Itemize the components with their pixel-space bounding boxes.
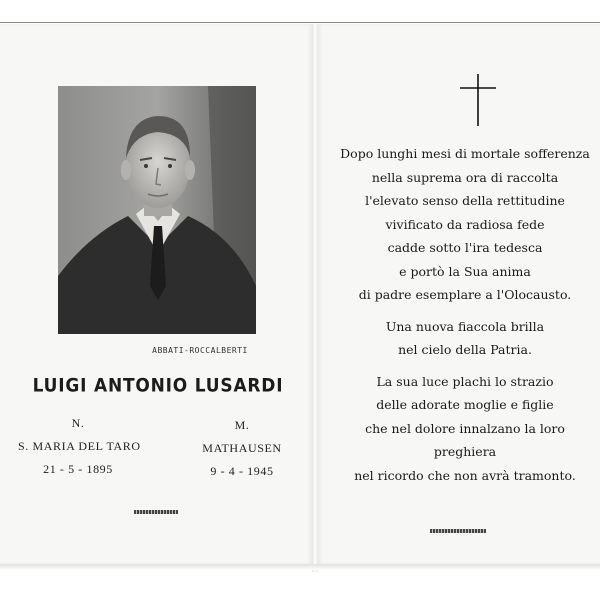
printer-mark-right bbox=[430, 529, 486, 533]
poem-line: Una nuova fiaccola brilla bbox=[385, 318, 545, 334]
poem-line: di padre esemplare a l'Olocausto. bbox=[358, 287, 572, 302]
card-bottom-shadow bbox=[0, 564, 600, 570]
portrait-photo bbox=[58, 86, 256, 334]
memorial-card bbox=[0, 24, 600, 572]
poem-line: vivificato da radiosa fede bbox=[385, 216, 545, 232]
birth-label: N. bbox=[71, 416, 85, 430]
poem-line: preghiera bbox=[433, 444, 497, 459]
death-date: 9 - 4 - 1945 bbox=[210, 464, 274, 478]
poem-line: La sua luce plachi lo strazio bbox=[376, 373, 554, 389]
poem-line: e portò la Sua anima bbox=[399, 263, 531, 279]
poem-line: nel ricordo che non avrà tramonto. bbox=[354, 467, 576, 483]
deceased-name: LUIGI ANTONIO LUSARDI bbox=[32, 375, 284, 397]
poem-line: cadde sotto l'ira tedesca bbox=[387, 240, 543, 255]
poem-line: l'elevato senso della rettitudine bbox=[365, 193, 565, 208]
death-label: M. bbox=[234, 418, 250, 432]
poem-line: delle adorate moglie e figlie bbox=[376, 397, 554, 412]
portrait-image bbox=[58, 86, 256, 334]
birth-info bbox=[18, 412, 141, 481]
printer-mark-left bbox=[134, 510, 178, 514]
cross-icon bbox=[458, 72, 498, 128]
fold-crease bbox=[312, 24, 318, 572]
poem-line: nella suprema ora di raccolta bbox=[371, 169, 559, 185]
death-info bbox=[182, 414, 302, 483]
poem-line: che nel dolore innalzano la loro bbox=[365, 420, 565, 436]
scan-edge-line bbox=[0, 22, 600, 23]
poem-line: nel cielo della Patria. bbox=[398, 342, 532, 357]
birth-date: 21 - 5 - 1895 bbox=[43, 462, 113, 476]
death-place: MATHAUSEN bbox=[202, 441, 282, 455]
birth-place: S. MARIA DEL TARO bbox=[18, 439, 141, 453]
photo-studio-caption: ABBATI-ROCCALBERTI bbox=[152, 346, 248, 355]
memorial-poem bbox=[330, 142, 600, 487]
poem-line: Dopo lunghi mesi di mortale sofferenza bbox=[340, 146, 590, 161]
